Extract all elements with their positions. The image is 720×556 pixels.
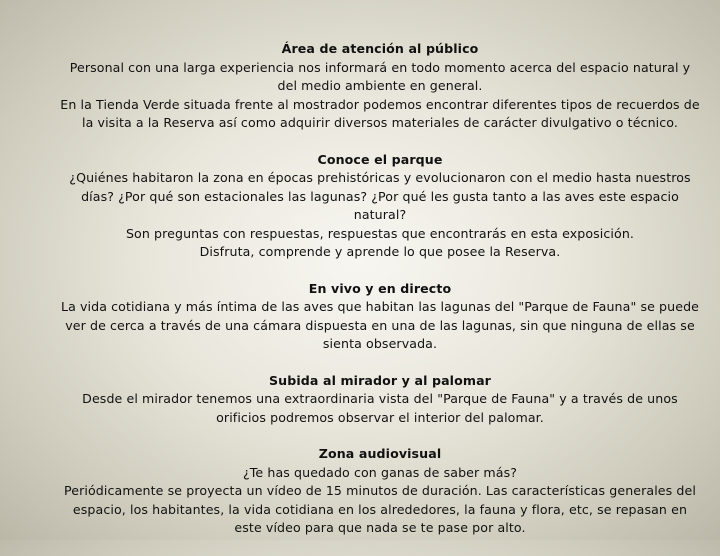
slide-content [60,40,700,556]
section-heading: Zona audiovisual [318,446,442,461]
section-heading: Conoce el parque [317,151,443,167]
section-en-vivo [60,280,700,354]
section-paragraph: Personal con una larga experiencia nos informará en todo momento acerca del espacio natural y del medio ambiente en general. [69,59,691,93]
section-heading: En vivo y en directo [308,280,452,296]
section-mirador-palomar [60,372,700,428]
section-atencion-publico [60,40,700,133]
section-paragraph: Son preguntas con respuestas, respuestas que encontrarás en esta exposición. [125,225,635,241]
section-paragraph: ¿Quiénes habitaron la zona en épocas prehistóricas y evolucionaron con el medio hasta nuestros días? ¿Por qué son estacionales las lagunas? ¿Por qué les gusta tanto a las aves este espacio natural? [69,170,691,222]
section-heading: Área de atención al público [281,41,479,56]
section-paragraph: ¿Te has quedado con ganas de saber más? [242,464,518,480]
section-paragraph: Desde el mirador tenemos una extraordinaria vista del "Parque de Fauna" y a través de unos orificios podremos observar el interior del palomar. [82,391,678,425]
section-heading: Subida al mirador y al palomar [269,372,491,388]
section-paragraph: La vida cotidiana y más íntima de las aves que habitan las lagunas del "Parque de Fauna" se puede ver de cerca a través de una cámara dispuesta en una de las lagunas, sin que ninguna de ellas se sienta observada. [60,299,700,351]
section-zona-audiovisual [60,445,700,538]
section-paragraph: En la Tienda Verde situada frente al mostrador podemos encontrar diferentes tipos de recuerdos de la visita a la Reserva así como adquirir diversos materiales de carácter divulgativo o técnico. [60,96,700,130]
section-paragraph: Disfruta, comprende y aprende lo que posee la Reserva. [199,244,561,259]
section-paragraph: Periódicamente se proyecta un vídeo de 15 minutos de duración. Las características generales del espacio, los habitantes, la vida cotidiana en los alrededores, la fauna y flora, etc, se repasan en este vídeo para que nada se te pase por alto. [64,483,696,535]
section-conoce-parque [60,151,700,262]
